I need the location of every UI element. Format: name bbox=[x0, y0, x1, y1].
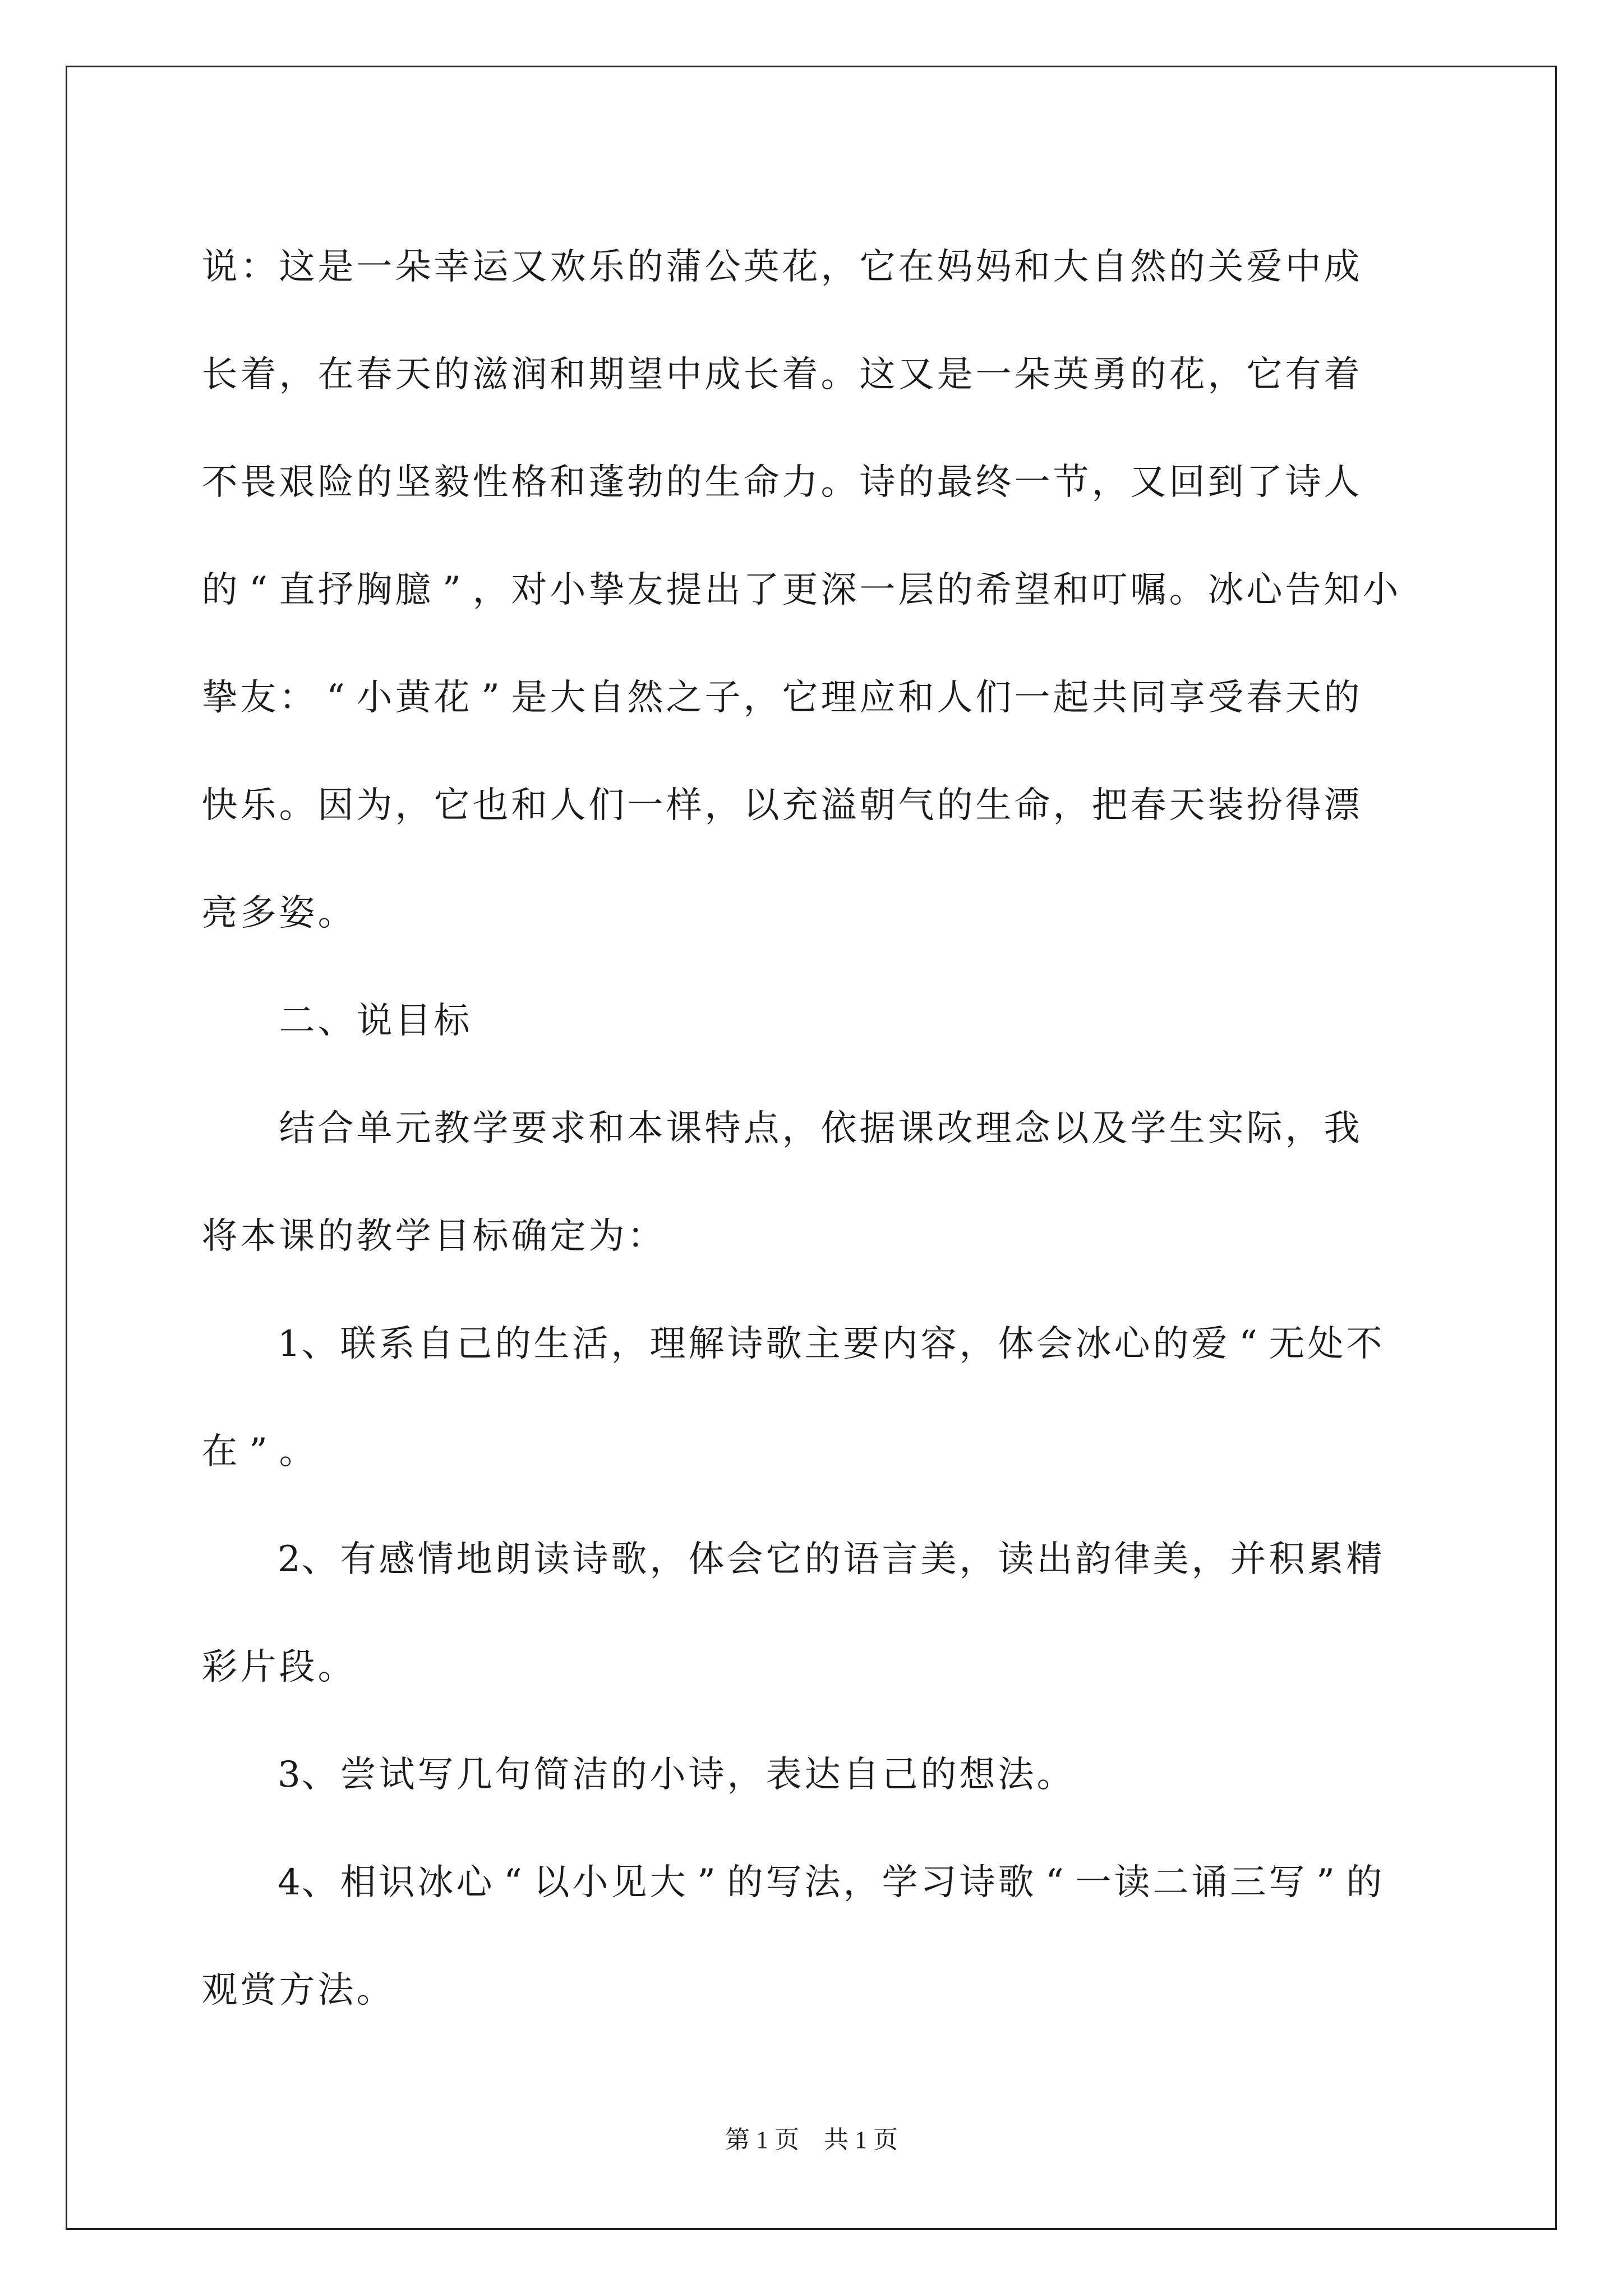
section-heading bbox=[200, 967, 1423, 1075]
paragraph-continuation bbox=[200, 213, 1423, 967]
text-line: 长着，在春天的滋润和期望中成长着。这又是一朵英勇的花，它有着 bbox=[201, 354, 1360, 395]
text-line: 在 ” 。 bbox=[201, 1431, 315, 1473]
text-line: 结合单元教学要求和本课特点，依据课改理念以及学生实际，我 bbox=[279, 1108, 1360, 1149]
text-line: 二、说目标 bbox=[279, 1000, 470, 1042]
document-body bbox=[200, 213, 1423, 2044]
text-line: 1、联系自己的生活，理解诗歌主要内容，体会冰心的爱 “ 无处不 bbox=[278, 1323, 1382, 1365]
text-line: 说：这是一朵幸运又欢乐的蒲公英花，它在妈妈和大自然的关爱中成 bbox=[201, 246, 1360, 288]
paragraph-intro bbox=[200, 1075, 1423, 1290]
text-line: 的 “ 直抒胸臆 ” ，对小挚友提出了更深一层的希望和叮嘱。冰心告知小 bbox=[201, 569, 1399, 611]
goal-item-2 bbox=[200, 1506, 1423, 1721]
goal-item-4 bbox=[200, 1829, 1423, 2044]
text-line: 快乐。因为，它也和人们一样，以充溢朝气的生命，把春天装扮得漂 bbox=[201, 785, 1360, 826]
text-line: 挚友： “ 小黄花 ” 是大自然之子，它理应和人们一起共同享受春天的 bbox=[201, 677, 1360, 719]
page-footer: 第 1 页 共 1 页 bbox=[725, 2126, 898, 2154]
text-line: 不畏艰险的坚毅性格和蓬勃的生命力。诗的最终一节，又回到了诗人 bbox=[201, 462, 1360, 503]
text-line: 亮多姿。 bbox=[201, 892, 354, 934]
text-line: 观赏方法。 bbox=[201, 1970, 393, 2011]
text-line: 彩片段。 bbox=[201, 1646, 354, 1688]
text-line: 2、有感情地朗读诗歌，体会它的语言美，读出韵律美，并积累精 bbox=[278, 1539, 1382, 1580]
text-line: 3、尝试写几句简洁的小诗，表达自己的想法。 bbox=[278, 1754, 1073, 1796]
goal-item-1 bbox=[200, 1290, 1423, 1506]
goal-item-3 bbox=[200, 1721, 1423, 1829]
text-line: 4、相识冰心 “ 以小见大 ” 的写法，学习诗歌 “ 一读二诵三写 ” 的 bbox=[278, 1862, 1382, 1903]
text-line: 将本课的教学目标确定为： bbox=[201, 1216, 663, 1257]
